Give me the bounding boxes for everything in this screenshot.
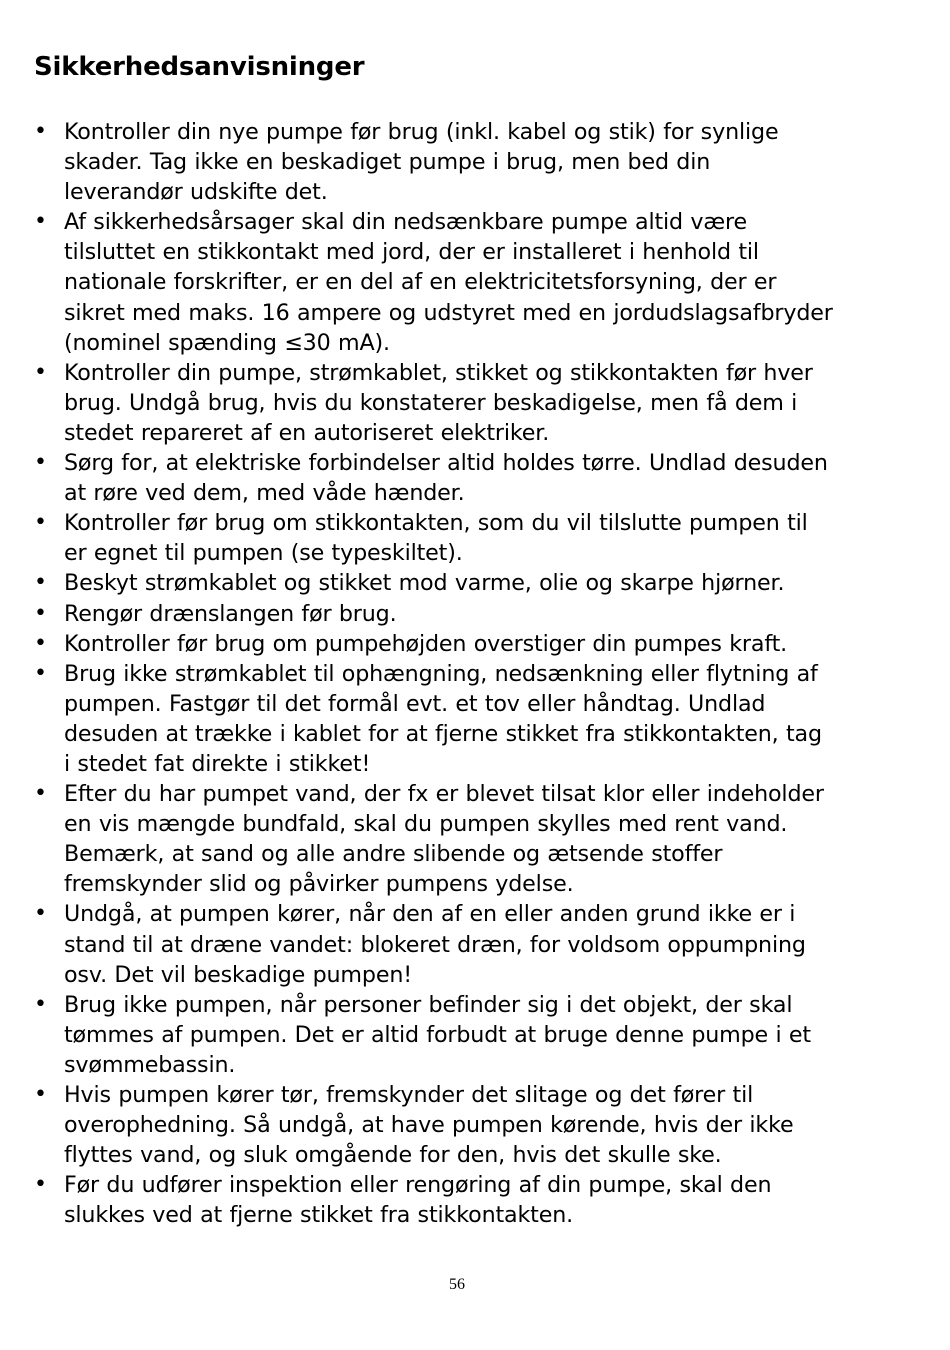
list-item xyxy=(0,568,950,598)
safety-instructions-list xyxy=(0,117,950,1230)
list-item xyxy=(0,629,950,659)
list-item xyxy=(0,1080,950,1170)
list-item-line: Bemærk, at sand og alle andre slibende og ætsende stoffer xyxy=(64,841,723,868)
bullet-marker: • xyxy=(34,1082,47,1107)
list-item-line: stedet repareret af en autoriseret elektriker. xyxy=(64,419,550,446)
bullet-marker: • xyxy=(34,570,47,596)
list-item xyxy=(0,599,950,629)
list-item-line: er egnet til pumpen (se typeskiltet). xyxy=(64,540,463,567)
bullet-marker: • xyxy=(34,660,47,686)
list-item-line: Kontroller før brug om pumpehøjden overstiger din pumpes kraft. xyxy=(64,630,788,657)
list-item-line: sikret med maks. 16 ampere og udstyret med en jordudslagsafbryder xyxy=(64,299,833,326)
list-item xyxy=(0,659,950,779)
list-item-line: i stedet fat direkte i stikket! xyxy=(64,750,371,777)
bullet-marker: • xyxy=(34,119,47,144)
list-item-line: tømmes af pumpen. Det er altid forbudt at bruge denne pumpe i et xyxy=(64,1021,811,1048)
bullet-marker: • xyxy=(34,901,47,927)
page-number: 56 xyxy=(449,1276,465,1293)
bullet-marker: • xyxy=(34,630,47,656)
bullet-marker: • xyxy=(34,1172,47,1198)
list-item-line: osv. Det vil beskadige pumpen! xyxy=(64,961,412,988)
list-item xyxy=(0,899,950,989)
list-item-line: Brug ikke pumpen, når personer befinder sig i det objekt, der skal xyxy=(64,991,793,1018)
list-item-line: (nominel spænding ≤30 mA). xyxy=(64,329,390,356)
list-item-line: desuden at trække i kablet for at fjerne stikket fra stikkontakten, tag xyxy=(64,720,822,747)
list-item-line: Undgå, at pumpen kører, når den af en eller anden grund ikke er i xyxy=(64,901,796,928)
list-item-line: skader. Tag ikke en beskadiget pumpe i brug, men bed din xyxy=(64,149,711,176)
list-item-line: brug. Undgå brug, hvis du konstaterer beskadigelse, men få dem i xyxy=(64,389,798,416)
list-item-line: en vis mængde bundfald, skal du pumpen skylles med rent vand. xyxy=(64,811,788,838)
list-item-line: Efter du har pumpet vand, der fx er blevet tilsat klor eller indeholder xyxy=(64,781,824,808)
bullet-marker: • xyxy=(34,510,47,536)
list-item-line: Kontroller før brug om stikkontakten, som du vil tilslutte pumpen til xyxy=(64,510,808,537)
list-item-line: Beskyt strømkablet og stikket mod varme, olie og skarpe hjørner. xyxy=(64,570,785,597)
list-item xyxy=(0,358,950,448)
list-item-line: Rengør drænslangen før brug. xyxy=(64,600,397,627)
list-item-line: stand til at dræne vandet: blokeret dræn, for voldsom oppumpning xyxy=(64,931,806,958)
list-item-line: Hvis pumpen kører tør, fremskynder det slitage og det fører til xyxy=(64,1082,754,1108)
list-item-line: at røre ved dem, med våde hænder. xyxy=(64,480,465,507)
list-item-line: Sørg for, at elektriske forbindelser altid holdes tørre. Undlad desuden xyxy=(64,450,828,477)
list-item-line: fremskynder slid og påvirker pumpens ydelse. xyxy=(64,871,574,898)
list-item-line: nationale forskrifter, er en del af en elektricitetsforsyning, der er xyxy=(64,269,777,296)
list-item-line: Kontroller din nye pumpe før brug (inkl. kabel og stik) for synlige xyxy=(64,119,779,145)
list-item xyxy=(0,448,950,508)
list-item xyxy=(0,1170,950,1230)
list-item-line: pumpen. Fastgør til det formål evt. et tov eller håndtag. Undlad xyxy=(64,690,766,717)
list-item-line: Af sikkerhedsårsager skal din nedsænkbare pumpe altid være xyxy=(64,209,747,236)
list-item-line: Kontroller din pumpe, strømkablet, stikket og stikkontakten før hver xyxy=(64,359,813,386)
list-item-line: Før du udfører inspektion eller rengøring af din pumpe, skal den xyxy=(64,1172,772,1199)
bullet-marker: • xyxy=(34,359,47,385)
bullet-marker: • xyxy=(34,450,47,476)
list-item xyxy=(0,508,950,568)
list-item-line: Brug ikke strømkablet til ophængning, nedsænkning eller flytning af xyxy=(64,660,818,687)
page-title: Sikkerhedsanvisninger xyxy=(34,52,365,82)
list-item xyxy=(0,779,950,899)
list-item xyxy=(0,117,950,207)
list-item-line: flyttes vand, og sluk omgående for den, hvis det skulle ske. xyxy=(64,1142,722,1169)
bullet-marker: • xyxy=(34,781,47,807)
list-item-line: svømmebassin. xyxy=(64,1051,236,1078)
list-item-line: slukkes ved at fjerne stikket fra stikkontakten. xyxy=(64,1202,574,1229)
list-item xyxy=(0,207,950,357)
list-item-line: leverandør udskifte det. xyxy=(64,179,328,206)
bullet-marker: • xyxy=(34,209,47,235)
list-item-line: overophedning. Så undgå, at have pumpen kørende, hvis der ikke xyxy=(64,1112,794,1139)
list-item xyxy=(0,990,950,1080)
bullet-marker: • xyxy=(34,600,47,626)
bullet-marker: • xyxy=(34,991,47,1017)
list-item-line: tilsluttet en stikkontakt med jord, der er installeret i henhold til xyxy=(64,239,759,266)
